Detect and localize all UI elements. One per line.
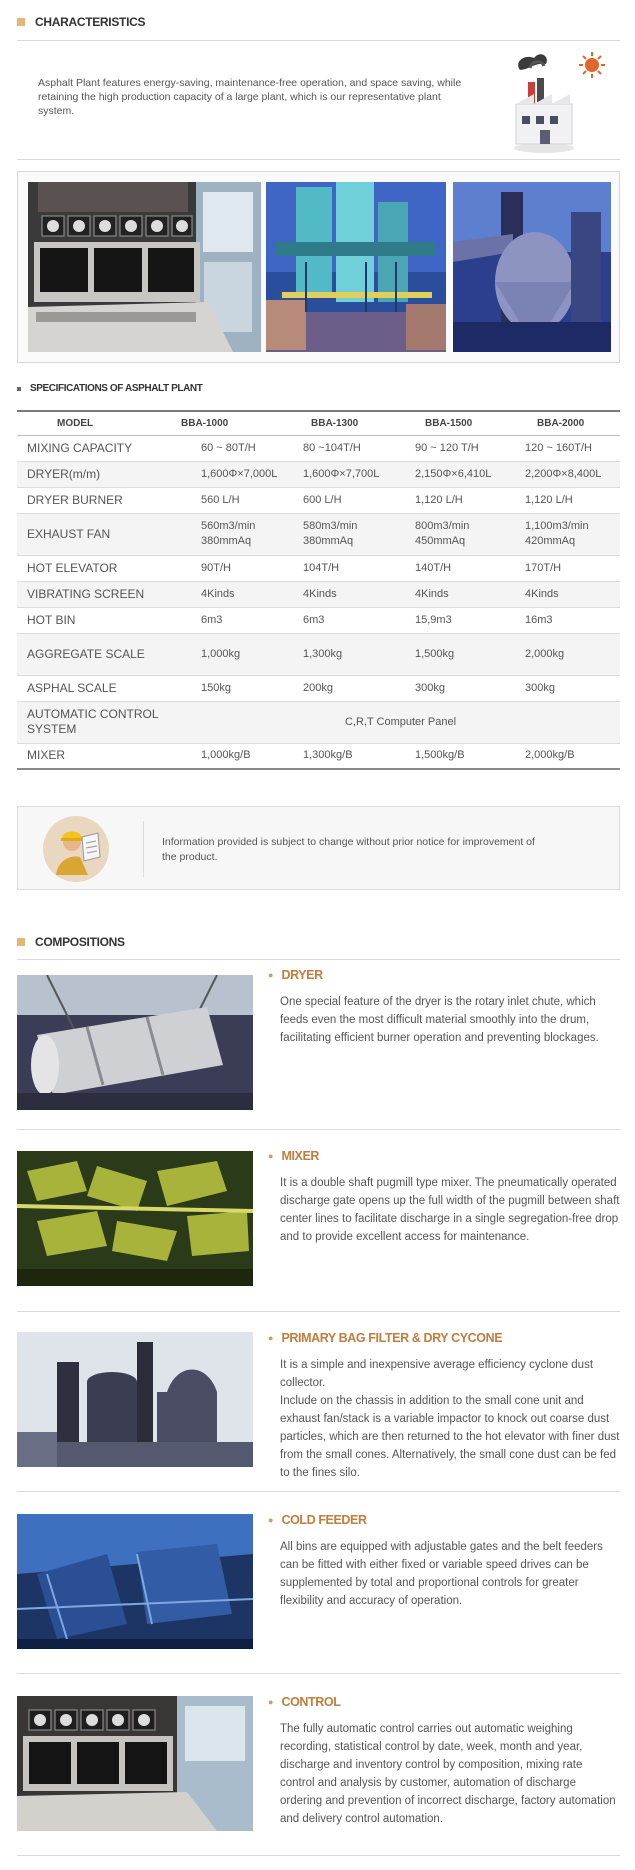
table-row (17, 701, 620, 743)
mixer-description: It is a double shaft pugmill type mixer. The pneumatically operated discharge gate opens up the full width of the pugmill between shaft center lines to facilitate discharge in a single segregation-free drop and to provide excellent access for maintenance. (280, 1177, 620, 1243)
composition-title: COLD FEEDER (281, 1513, 367, 1527)
mixer-photo (17, 1151, 253, 1286)
column-header: BBA-1000 (181, 417, 229, 429)
row-label: DRYER BURNER (17, 487, 181, 513)
row-label: MIXER (17, 743, 181, 769)
table-cell: 300kg (405, 675, 515, 701)
table-cell: 170T/H (515, 555, 620, 581)
notice-box (17, 806, 620, 890)
cell-line: 380mmAq (201, 535, 252, 547)
row-label: HOT ELEVATOR (17, 555, 181, 581)
table-cell: 90T/H (181, 555, 293, 581)
column-header: MODEL (57, 417, 94, 429)
cell-line: 450mmAq (415, 535, 466, 547)
table-cell: 2,000kg (515, 633, 620, 675)
compositions-heading (17, 935, 125, 949)
table-row (17, 607, 620, 633)
cell-line: 380mmAq (303, 535, 354, 547)
control-title (268, 1695, 340, 1709)
table-cell: 600 L/H (293, 487, 405, 513)
control-photo (17, 1696, 253, 1831)
cyclone-photo (453, 182, 611, 352)
compositions-title: COMPOSITIONS (35, 935, 125, 949)
heading-bullet-icon (17, 938, 25, 946)
dryer-photo (17, 975, 253, 1110)
table-cell: 60 ~ 80T/H (181, 435, 293, 461)
plant-photo-gallery (17, 171, 620, 363)
table-row (17, 581, 620, 607)
divider (17, 1129, 620, 1130)
composition-title: DRYER (281, 968, 323, 982)
table-row (17, 675, 620, 701)
table-cell: 15,9m3 (405, 607, 515, 633)
column-header: BBA-1500 (425, 417, 473, 429)
divider (17, 40, 620, 41)
characteristics-heading (17, 15, 145, 29)
worker-icon (42, 815, 110, 883)
table-cell: 560 L/H (181, 487, 293, 513)
table-cell (293, 513, 405, 555)
table-cell: 1,000kg (181, 633, 293, 675)
row-label: HOT BIN (17, 607, 181, 633)
specifications-heading (17, 383, 202, 394)
table-row (17, 633, 620, 675)
table-cell: 1,500kg (405, 633, 515, 675)
table-cell (405, 513, 515, 555)
table-cell: 4Kinds (405, 581, 515, 607)
factory-icon (506, 48, 606, 154)
notice-text: Information provided is subject to change without prior notice for improvement of the product. (162, 836, 535, 863)
composition-title: MIXER (281, 1149, 320, 1163)
composition-title: CONTROL (281, 1695, 341, 1709)
table-cell: 300kg (515, 675, 620, 701)
table-header-row (17, 411, 620, 435)
table-row (17, 435, 620, 461)
control-description: The fully automatic control carries out automatic weighing recording, statistical control by date, week, month and year, discharge and inventory control by composition, mixing rate control and analysis by customer, automation of discharge ordering and prevention of incorrect discharge, factory automation and delivery control automation. (280, 1723, 616, 1825)
column-header: BBA-1300 (311, 417, 359, 429)
control-room-photo (28, 182, 261, 352)
cell-line: 420mmAq (525, 535, 576, 547)
divider (17, 959, 620, 960)
cell-line: 580m3/min (303, 520, 358, 532)
table-cell: 1,120 L/H (515, 487, 620, 513)
title-bullet-icon: ● (268, 1515, 274, 1525)
table-cell: 2,200Φ×8,400L (515, 461, 620, 487)
row-label: MIXING CAPACITY (17, 435, 181, 461)
subheading-bullet-icon (17, 387, 21, 391)
table-cell: 90 ~ 120 T/H (405, 435, 515, 461)
cold-feeder-description: All bins are equipped with adjustable gates and the belt feeders can be fitted with either fixed or variable speed drives can be supplemented by total and proportional controls for greater flexibility and accuracy of operation. (280, 1541, 603, 1607)
table-cell: 4Kinds (181, 581, 293, 607)
table-cell (181, 513, 293, 555)
row-label: VIBRATING SCREEN (17, 581, 181, 607)
composition-title: PRIMARY BAG FILTER & DRY CYCONE (281, 1331, 503, 1345)
row-label: ASPHAL SCALE (17, 675, 181, 701)
table-cell (515, 513, 620, 555)
asphalt-plant-photo (266, 182, 446, 352)
table-cell: 1,500kg/B (405, 743, 515, 769)
table-cell: 1,600Φ×7,700L (293, 461, 405, 487)
table-cell: 6m3 (293, 607, 405, 633)
intro-text: Asphalt Plant features energy-saving, maintenance-free operation, and space saving, while retaining the high production capacity of a large plant, which is our representative plant system. (38, 77, 462, 117)
bag-filter-description: It is a simple and inexpensive average efficiency cyclone dust collector. Include on the chassis in addition to the small cone unit and exhaust fan/stack is a variable impactor to knock out coarse dust particles, which are then returned to the hot elevator with finer dust from the small cones. Alternatively, the small cone dust can be fed to the fines silo. (280, 1359, 620, 1479)
divider (17, 159, 620, 160)
title-bullet-icon: ● (268, 1151, 274, 1161)
table-cell: 4Kinds (293, 581, 405, 607)
dryer-description: One special feature of the dryer is the rotary inlet chute, which feeds even the most difficult material smoothly into the drum, facilitating efficient burner operation and preventing blockages. (280, 996, 599, 1044)
table-cell-merged: C,R,T Computer Panel (181, 701, 620, 743)
mixer-title (268, 1149, 319, 1163)
table-cell: 6m3 (181, 607, 293, 633)
column-header: BBA-2000 (537, 417, 585, 429)
table-row (17, 487, 620, 513)
row-label: DRYER(m/m) (17, 461, 181, 487)
row-label: EXHAUST FAN (17, 513, 181, 555)
table-cell: 140T/H (405, 555, 515, 581)
title-bullet-icon: ● (268, 1697, 274, 1707)
table-cell: 1,300kg/B (293, 743, 405, 769)
heading-bullet-icon (17, 18, 25, 26)
title-bullet-icon: ● (268, 970, 274, 980)
table-cell: 104T/H (293, 555, 405, 581)
cold-feeder-title (268, 1513, 367, 1527)
cell-line: 1,100m3/min (525, 520, 589, 532)
specifications-table (17, 410, 620, 770)
bag-filter-title (268, 1331, 502, 1345)
divider (143, 821, 144, 877)
table-cell: 150kg (181, 675, 293, 701)
dryer-title (268, 968, 323, 982)
row-label: AUTOMATIC CONTROL SYSTEM (17, 701, 181, 743)
table-cell: 1,600Φ×7,000L (181, 461, 293, 487)
cold-feeder-photo (17, 1514, 253, 1649)
divider (17, 1855, 620, 1856)
table-cell: 80 ~104T/H (293, 435, 405, 461)
table-cell: 2,000kg/B (515, 743, 620, 769)
table-row (17, 743, 620, 769)
table-row (17, 461, 620, 487)
row-label: AGGREGATE SCALE (17, 633, 181, 675)
table-cell: 120 ~ 160T/H (515, 435, 620, 461)
table-cell: 1,120 L/H (405, 487, 515, 513)
cell-line: 560m3/min (201, 520, 256, 532)
divider (17, 1491, 620, 1492)
specifications-title: SPECIFICATIONS OF ASPHALT PLANT (30, 383, 203, 394)
table-row (17, 555, 620, 581)
divider (17, 1673, 620, 1674)
title-bullet-icon: ● (268, 1333, 274, 1343)
bag-filter-photo (17, 1332, 253, 1467)
table-cell: 4Kinds (515, 581, 620, 607)
table-cell: 1,300kg (293, 633, 405, 675)
table-cell: 200kg (293, 675, 405, 701)
table-cell: 16m3 (515, 607, 620, 633)
divider (17, 1311, 620, 1312)
table-cell: 1,000kg/B (181, 743, 293, 769)
cell-line: 800m3/min (415, 520, 470, 532)
characteristics-title: CHARACTERISTICS (35, 15, 146, 29)
table-cell: 2,150Φ×6,410L (405, 461, 515, 487)
table-row (17, 513, 620, 555)
